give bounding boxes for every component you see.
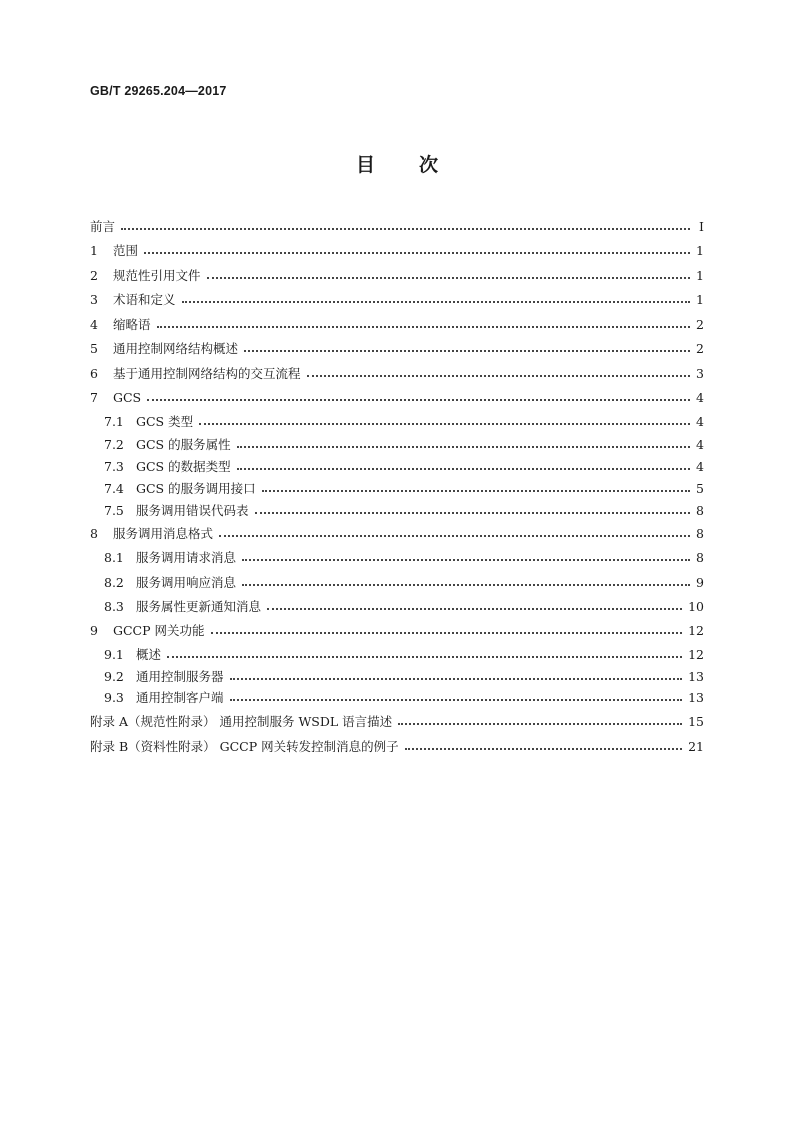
toc-entry[interactable] xyxy=(104,685,704,705)
toc-entry-page: 15 xyxy=(688,714,704,729)
toc-entry[interactable] xyxy=(90,709,704,729)
toc-entry-label: GCS 的服务调用接口 xyxy=(136,481,256,496)
toc-entry-number: 3 xyxy=(90,292,98,307)
toc-entry-number: 8.3 xyxy=(104,599,124,614)
toc-entry-label: GCS 类型 xyxy=(136,414,194,429)
toc-entry-label: 服务调用请求消息 xyxy=(136,550,237,565)
dot-leader xyxy=(262,490,690,492)
toc-entry-label: 缩略语 xyxy=(113,317,151,332)
toc-entry[interactable] xyxy=(104,476,704,496)
toc-entry[interactable] xyxy=(104,454,704,474)
toc-entry-page: 1 xyxy=(696,292,704,307)
toc-entry-page: 2 xyxy=(696,341,704,356)
toc-entry-label: GCS 的服务属性 xyxy=(136,437,231,452)
toc-entry-page: 13 xyxy=(688,690,704,705)
toc-entry[interactable] xyxy=(90,336,704,356)
title-char-2: 次 xyxy=(419,154,439,176)
toc-entry-label: 概述 xyxy=(136,647,162,662)
toc-entry-number: 7 xyxy=(90,390,98,405)
dot-leader xyxy=(147,399,690,401)
dot-leader xyxy=(267,608,682,610)
toc-entry[interactable] xyxy=(90,385,704,405)
toc-entry-label: GCS 的数据类型 xyxy=(136,459,231,474)
toc-entry-label: 范围 xyxy=(113,243,139,258)
toc-entry-page: 4 xyxy=(696,414,704,429)
toc-entry[interactable] xyxy=(104,545,704,565)
toc-entry-page: I xyxy=(699,219,704,234)
toc-entry[interactable] xyxy=(104,664,704,684)
toc-entry-page: 5 xyxy=(696,481,704,496)
dot-leader xyxy=(230,699,683,701)
toc-entry-number: 4 xyxy=(90,317,98,332)
toc-entry-label: 通用控制客户端 xyxy=(136,690,224,705)
dot-leader xyxy=(182,301,690,303)
dot-leader xyxy=(398,723,682,725)
toc-entry[interactable] xyxy=(90,618,704,638)
toc-entry-page: 12 xyxy=(688,647,704,662)
toc-entry[interactable] xyxy=(90,238,704,258)
document-number: GB/T 29265.204—2017 xyxy=(90,84,227,98)
toc-entry[interactable] xyxy=(104,409,704,429)
toc-entry-label: GCS xyxy=(113,390,142,405)
dot-leader xyxy=(242,559,690,561)
dot-leader xyxy=(219,535,690,537)
toc-entry-page: 13 xyxy=(688,669,704,684)
toc-entry-page: 21 xyxy=(688,739,704,754)
toc-entry-number: 2 xyxy=(90,268,98,283)
toc-entry-label: 基于通用控制网络结构的交互流程 xyxy=(113,366,301,381)
toc-entry-number: 9.1 xyxy=(104,647,124,662)
dot-leader xyxy=(307,375,690,377)
toc-entry[interactable] xyxy=(104,498,704,518)
toc-entry-page: 1 xyxy=(696,268,704,283)
dot-leader xyxy=(167,656,682,658)
toc-entry-number: 6 xyxy=(90,366,98,381)
toc-entry-label: 服务属性更新通知消息 xyxy=(136,599,262,614)
toc-entry-number: 9.2 xyxy=(104,669,124,684)
toc-entry[interactable] xyxy=(90,263,704,283)
toc-entry[interactable] xyxy=(90,521,704,541)
toc-entry-page: 2 xyxy=(696,317,704,332)
dot-leader xyxy=(244,350,690,352)
toc-entry-page: 4 xyxy=(696,390,704,405)
dot-leader xyxy=(230,678,683,680)
toc-entry-label: 服务调用错误代码表 xyxy=(136,503,249,518)
toc-entry[interactable] xyxy=(104,642,704,662)
toc-entry-page: 3 xyxy=(696,366,704,381)
toc-entry-page: 8 xyxy=(696,503,704,518)
toc-entry-page: 8 xyxy=(696,550,704,565)
dot-leader xyxy=(405,748,682,750)
toc-entry[interactable] xyxy=(90,287,704,307)
toc-entry-number: 8 xyxy=(90,526,98,541)
page-title xyxy=(0,150,794,177)
toc-entry[interactable] xyxy=(90,734,704,754)
toc-entry-number: 1 xyxy=(90,243,98,258)
toc-entry[interactable] xyxy=(104,570,704,590)
toc-entry-number: 5 xyxy=(90,341,98,356)
toc-entry-number: 8.1 xyxy=(104,550,124,565)
toc-entry-label: GCCP 网关功能 xyxy=(113,623,205,638)
toc-entry-label: 附录 B（资料性附录） GCCP 网关转发控制消息的例子 xyxy=(90,739,399,754)
dot-leader xyxy=(199,423,690,425)
toc-entry-label: 术语和定义 xyxy=(113,292,176,307)
toc-entry[interactable] xyxy=(90,312,704,332)
toc-entry-label: 附录 A（规范性附录） 通用控制服务 WSDL 语言描述 xyxy=(90,714,393,729)
toc-entry-page: 4 xyxy=(696,459,704,474)
dot-leader xyxy=(255,512,690,514)
toc-entry-number: 7.1 xyxy=(104,414,124,429)
toc-entry-number: 7.4 xyxy=(104,481,124,496)
toc-entry[interactable] xyxy=(90,361,704,381)
toc-entry[interactable] xyxy=(104,432,704,452)
toc-entry-number: 9.3 xyxy=(104,690,124,705)
toc-entry-number: 9 xyxy=(90,623,98,638)
title-char-1: 目 xyxy=(355,154,375,176)
toc-entry-label: 规范性引用文件 xyxy=(113,268,201,283)
dot-leader xyxy=(211,632,683,634)
toc-entry-page: 4 xyxy=(696,437,704,452)
toc-entry-label: 前言 xyxy=(90,219,116,234)
dot-leader xyxy=(144,252,690,254)
toc-entry-page: 12 xyxy=(688,623,704,638)
toc-entry-label: 通用控制网络结构概述 xyxy=(113,341,239,356)
dot-leader xyxy=(121,228,690,230)
toc-entry-label: 服务调用响应消息 xyxy=(136,575,237,590)
toc-entry[interactable] xyxy=(104,594,704,614)
dot-leader xyxy=(237,446,690,448)
toc-entry-number: 8.2 xyxy=(104,575,124,590)
toc-entry-page: 1 xyxy=(696,243,704,258)
toc-entry[interactable] xyxy=(90,214,704,234)
toc-entry-page: 8 xyxy=(696,526,704,541)
dot-leader xyxy=(242,584,690,586)
dot-leader xyxy=(207,277,690,279)
toc-entry-page: 10 xyxy=(688,599,704,614)
toc-entry-label: 服务调用消息格式 xyxy=(113,526,214,541)
toc-entry-number: 7.5 xyxy=(104,503,124,518)
toc-entry-number: 7.2 xyxy=(104,437,124,452)
dot-leader xyxy=(237,468,690,470)
dot-leader xyxy=(157,326,690,328)
toc-entry-number: 7.3 xyxy=(104,459,124,474)
toc-entry-label: 通用控制服务器 xyxy=(136,669,224,684)
toc-entry-page: 9 xyxy=(696,575,704,590)
